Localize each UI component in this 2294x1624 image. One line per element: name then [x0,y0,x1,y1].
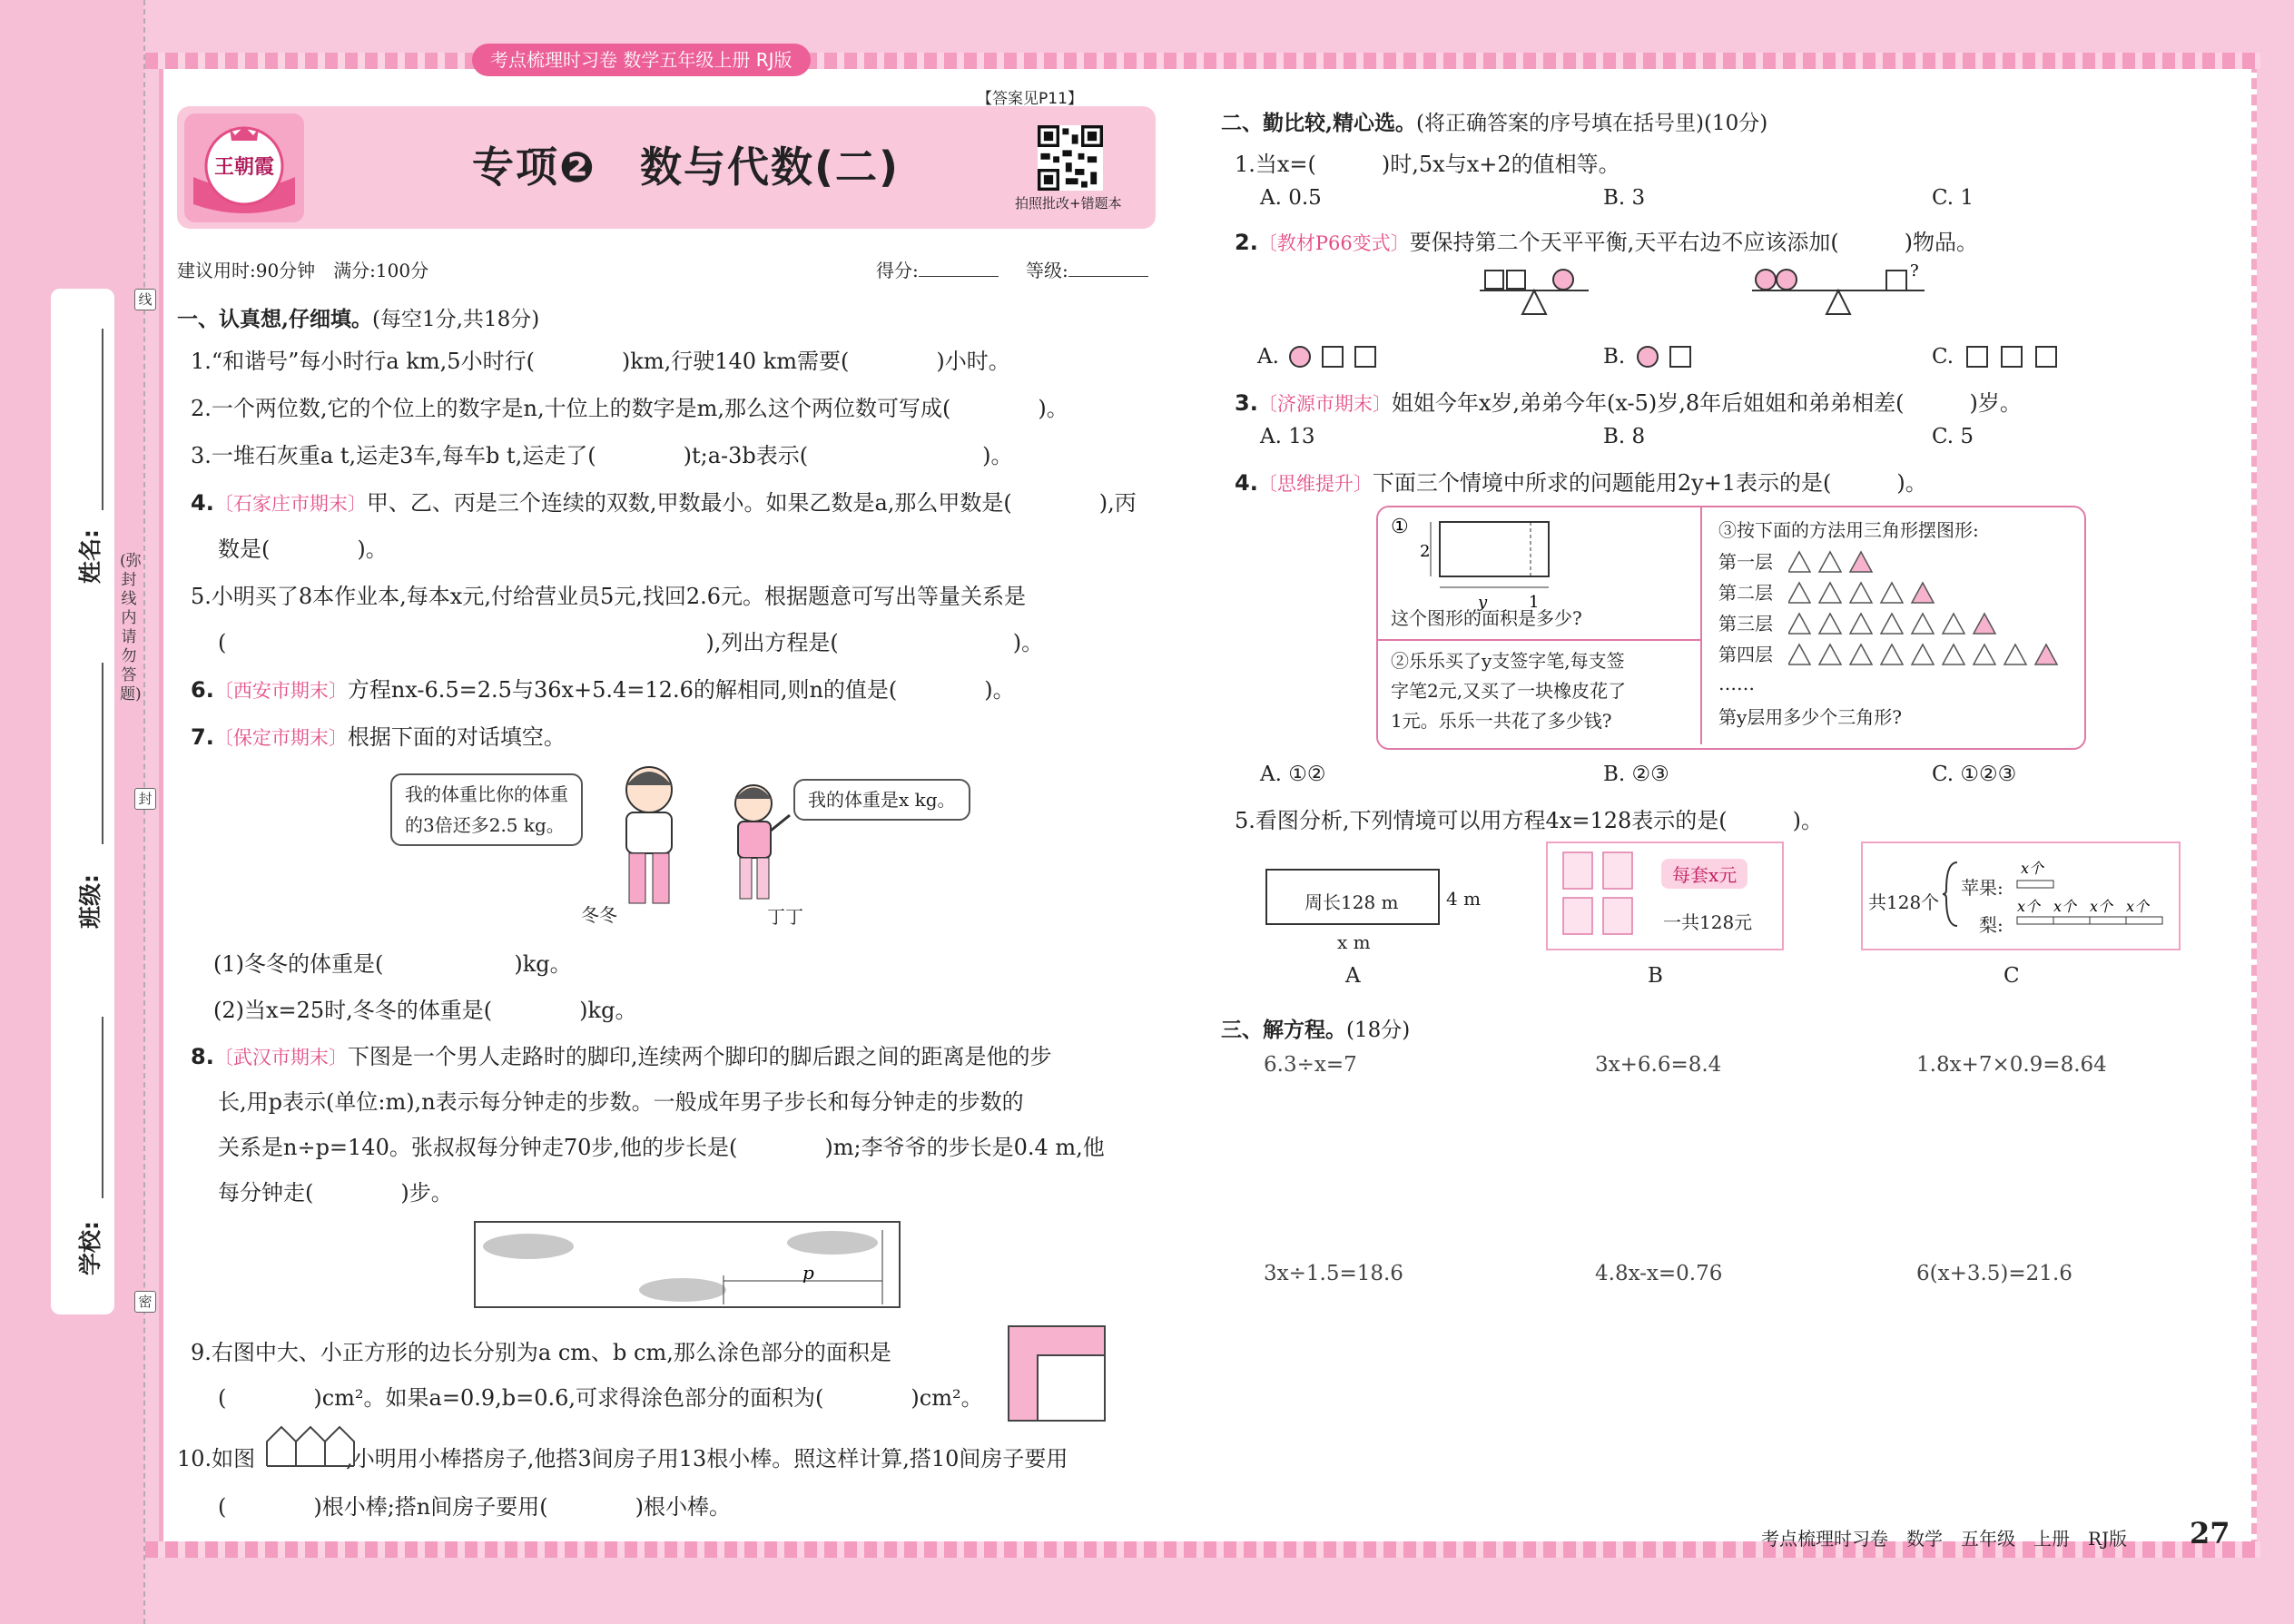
s1-question-3: 3.一堆石灰重a t,运走3车,每车b t,运走了( )t;a-3b表示( )。 [191,443,1013,468]
s2-q3-option-a[interactable]: A. 13 [1260,425,1315,448]
figure-c-total: 共128个 [1868,891,1940,913]
s1-question-2: 2.一个两位数,它的个位上的数字是n,十位上的数字是m,那么这个两位数可写成( )。 [191,396,1068,421]
section1-heading: 一、认真想,仔细填。(每空1分,共18分) [177,307,540,331]
s1-question-5: 5.小明买了8本作业本,每本x元,付给营业员5元,找回2.6元。根据题意可写出等量关系是 [191,584,1027,609]
s2-q5-label-a[interactable]: A [1345,964,1361,988]
s2-q4-option-c[interactable]: C. ①②③ [1932,763,2017,786]
option-b-objects [1634,343,1707,370]
page-title: 专项❷ 数与代数(二) [472,143,900,192]
s1-question-9-cont: ( )cm²。如果a=0.9,b=0.6,可求得涂色部分的面积为( )cm²。 [218,1385,983,1411]
score-field[interactable]: 得分: [876,256,999,282]
dongdong-label: 冬冬 [581,904,617,926]
equation-5: 4.8x-x=0.76 [1595,1262,1723,1285]
s2-q1-option-b[interactable]: B. 3 [1603,186,1646,210]
step-length-label: p [802,1262,814,1284]
dingding-speech-bubble: 我的体重是x kg。 [793,779,970,821]
s2-question-5: 5.看图分析,下列情境可以用方程4x=128表示的是( )。 [1235,808,1823,833]
s1-question-8-line3: 关系是n÷p=140。张叔叔每分钟走70步,他的步长是( )m;李爷爷的步长是0.4 m,他 [218,1135,1105,1160]
binding-stamp-mi: 密 [134,1291,156,1313]
equation-6: 6(x+3.5)=21.6 [1916,1262,2072,1285]
binding-stamp-feng: 封 [134,788,156,810]
section2-heading: 二、勤比较,精心选。(将正确答案的序号填在括号里)(10分) [1221,111,1768,135]
equation-2: 3x+6.6=8.4 [1595,1053,1722,1077]
s1-question-8-line4: 每分钟走( )步。 [218,1180,453,1206]
scenario3-ellipsis: …… [1718,673,1755,694]
s1-question-6: 6.〔西安市期末〕方程nx-6.5=2.5与36x+5.4=12.6的解相同,则n的值是( )。 [191,677,1015,703]
s1-question-9: 9.右图中大、小正方形的边长分别为a cm、b cm,那么涂色部分的面积是 [191,1340,891,1365]
scenario3-question: 第y层用多少个三角形? [1718,706,1903,728]
scenario1-question: 这个图形的面积是多少? [1391,607,1582,629]
s1-question-1: 1.“和谐号”每小时行a km,5小时行( )km,行驶140 km需要( )小时。 [191,349,1010,374]
s2-q1-option-c[interactable]: C. 1 [1932,186,1974,210]
equation-1: 6.3÷x=7 [1264,1053,1357,1077]
s2-q2-option-c[interactable]: C. [1932,345,1954,369]
s2-q2-option-b[interactable]: B. [1603,345,1626,369]
scenario2-line3: 1元。乐乐一共花了多少钱? [1391,710,1612,732]
option-c-objects [1964,343,2072,370]
class-line[interactable] [102,663,103,844]
s2-q5-label-c[interactable]: C [2004,964,2020,988]
pear-x-label-4: x个 [2126,898,2150,915]
pear-x-label-1: x个 [2017,898,2041,915]
s1-question-8-line2: 长,用p表示(单位:m),n表示每分钟走的步数。一般成年男子步长和每分钟走的步数的 [218,1089,1024,1115]
time-limit: 建议用时:90分钟 满分:100分 [177,260,429,281]
answer-reference: 【答案见P11】 [977,90,1083,108]
seal-line-note: (弥封线内请勿答题) [120,552,142,704]
stick-houses-figure [265,1425,359,1467]
s1-question-7-sub1: (1)冬冬的体重是( )kg。 [213,951,572,977]
scenario3-layer-4: 第四层 [1718,644,1773,665]
name-label: 姓名: [77,529,103,584]
s1-question-8: 8.〔武汉市期末〕下图是一个男人走路时的脚印,连续两个脚印的脚后跟之间的距离是他的步 [191,1044,1052,1069]
pear-x-label-2: x个 [2053,898,2077,915]
equation-3: 1.8x+7×0.9=8.64 [1916,1053,2107,1077]
class-label: 班级: [77,874,103,929]
balance-scales-figure [1480,261,1952,330]
name-line[interactable] [102,329,103,510]
qr-code-icon[interactable] [1038,125,1103,191]
top-wave-band [145,53,2260,69]
book-title-pill: 考点梳理时习卷 数学五年级上册 RJ版 [472,44,811,76]
s1-question-4-cont: 数是( )。 [218,536,388,562]
figure-a-side: 4 m [1446,888,1482,910]
s2-question-4: 4.〔思维提升〕下面三个情境中所求的问题能用2y+1表示的是( )。 [1235,470,1927,496]
apple-x-label: x个 [2021,860,2044,877]
s1-question-7-sub2: (2)当x=25时,冬冬的体重是( )kg。 [213,998,637,1023]
section3-heading: 三、解方程。(18分) [1221,1018,1411,1042]
scenario3-layer-3: 第三层 [1718,613,1773,635]
scenario3-layer-1: 第一层 [1718,551,1773,573]
figure-c-apple: 苹果: [1961,877,2004,899]
figure-b-booksets [1560,849,1638,940]
scenario2-line1: ②乐乐买了y支签字笔,每支签 [1391,650,1625,672]
s1-question-4: 4.〔石家庄市期末〕甲、乙、丙是三个连续的双数,甲数最小。如果乙数是a,那么甲数是( ),丙 [191,490,1137,516]
scenario3-title: ③按下面的方法用三角形摆图形: [1718,519,1979,541]
equation-4: 3x÷1.5=18.6 [1264,1262,1403,1285]
s1-question-10-cont: ( )根小棒;搭n间房子要用( )根小棒。 [218,1494,731,1520]
binding-stamp-xian: 线 [134,289,156,310]
figure-c-pear: 梨: [1979,914,2004,936]
s2-q5-label-b[interactable]: B [1648,964,1663,988]
scenario1-one-label: 1 [1529,593,1540,612]
figure-a-perimeter: 周长128 m [1305,891,1399,913]
s2-q3-option-c[interactable]: C. 5 [1932,425,1974,448]
figure-b-price: 每套x元 [1661,859,1748,889]
s2-q1-option-a[interactable]: A. 0.5 [1260,186,1322,210]
page-number: 27 [2190,1516,2230,1550]
qr-caption: 拍照批改+错题本 [1015,195,1122,212]
s2-q4-option-b[interactable]: B. ②③ [1603,763,1669,786]
squares-figure [1008,1325,1106,1422]
figure-a-bottom: x m [1337,931,1371,953]
pear-x-label-3: x个 [2090,898,2113,915]
scenario1-number: ① [1391,516,1409,538]
scenario1-height-label: 2 [1420,542,1431,561]
option-a-objects [1286,343,1388,370]
boys-illustration [604,763,812,917]
s2-q3-option-b[interactable]: B. 8 [1603,425,1646,448]
page-footer: 考点梳理时习卷 数学 五年级 上册 RJ版 [1761,1528,2128,1550]
scenario2-line2: 字笔2元,又买了一块橡皮花了 [1391,680,1627,702]
publisher-logo [184,113,304,222]
s1-question-5-cont: ( ),列出方程是( )。 [218,630,1044,655]
figure-c-brace-diagram [1943,853,2170,935]
s2-question-3: 3.〔济源市期末〕姐姐今年x岁,弟弟今年(x-5)岁,8年后姐姐和弟弟相差( )岁。 [1235,390,2022,416]
school-line[interactable] [102,1017,103,1198]
school-label: 学校: [77,1221,103,1275]
figure-b-total: 一共128元 [1663,911,1753,933]
dingding-label: 丁丁 [767,906,803,928]
s2-q4-option-a[interactable]: A. ①② [1260,763,1326,786]
logo-text: 王朝霞 [213,155,275,179]
s2-question-1: 1.当x=( )时,5x与x+2的值相等。 [1235,152,1620,177]
footprints-figure [474,1221,901,1308]
s1-question-7: 7.〔保定市期末〕根据下面的对话填空。 [191,724,566,750]
s2-q2-option-a[interactable]: A. [1257,345,1279,369]
s1-question-10: 10.如图 ,小明用小棒搭房子,他搭3间房子用13根小棒。照这样计算,搭10间房子要用 [177,1446,1068,1471]
svg-text:?: ? [1910,261,1919,281]
grade-field[interactable]: 等级: [1026,256,1148,282]
dongdong-speech-bubble: 我的体重比你的体重 的3倍还多2.5 kg。 [390,773,583,846]
scenario1-y-label: y [1478,593,1488,612]
scenario3-layer-2: 第二层 [1718,582,1773,604]
s2-question-2: 2.〔教材P66变式〕要保持第二个天平平衡,天平右边不应该添加( )物品。 [1235,230,1979,255]
binding-line [143,0,145,1624]
student-info-card [51,289,114,1314]
triangle-pattern-figure [1788,545,2079,674]
